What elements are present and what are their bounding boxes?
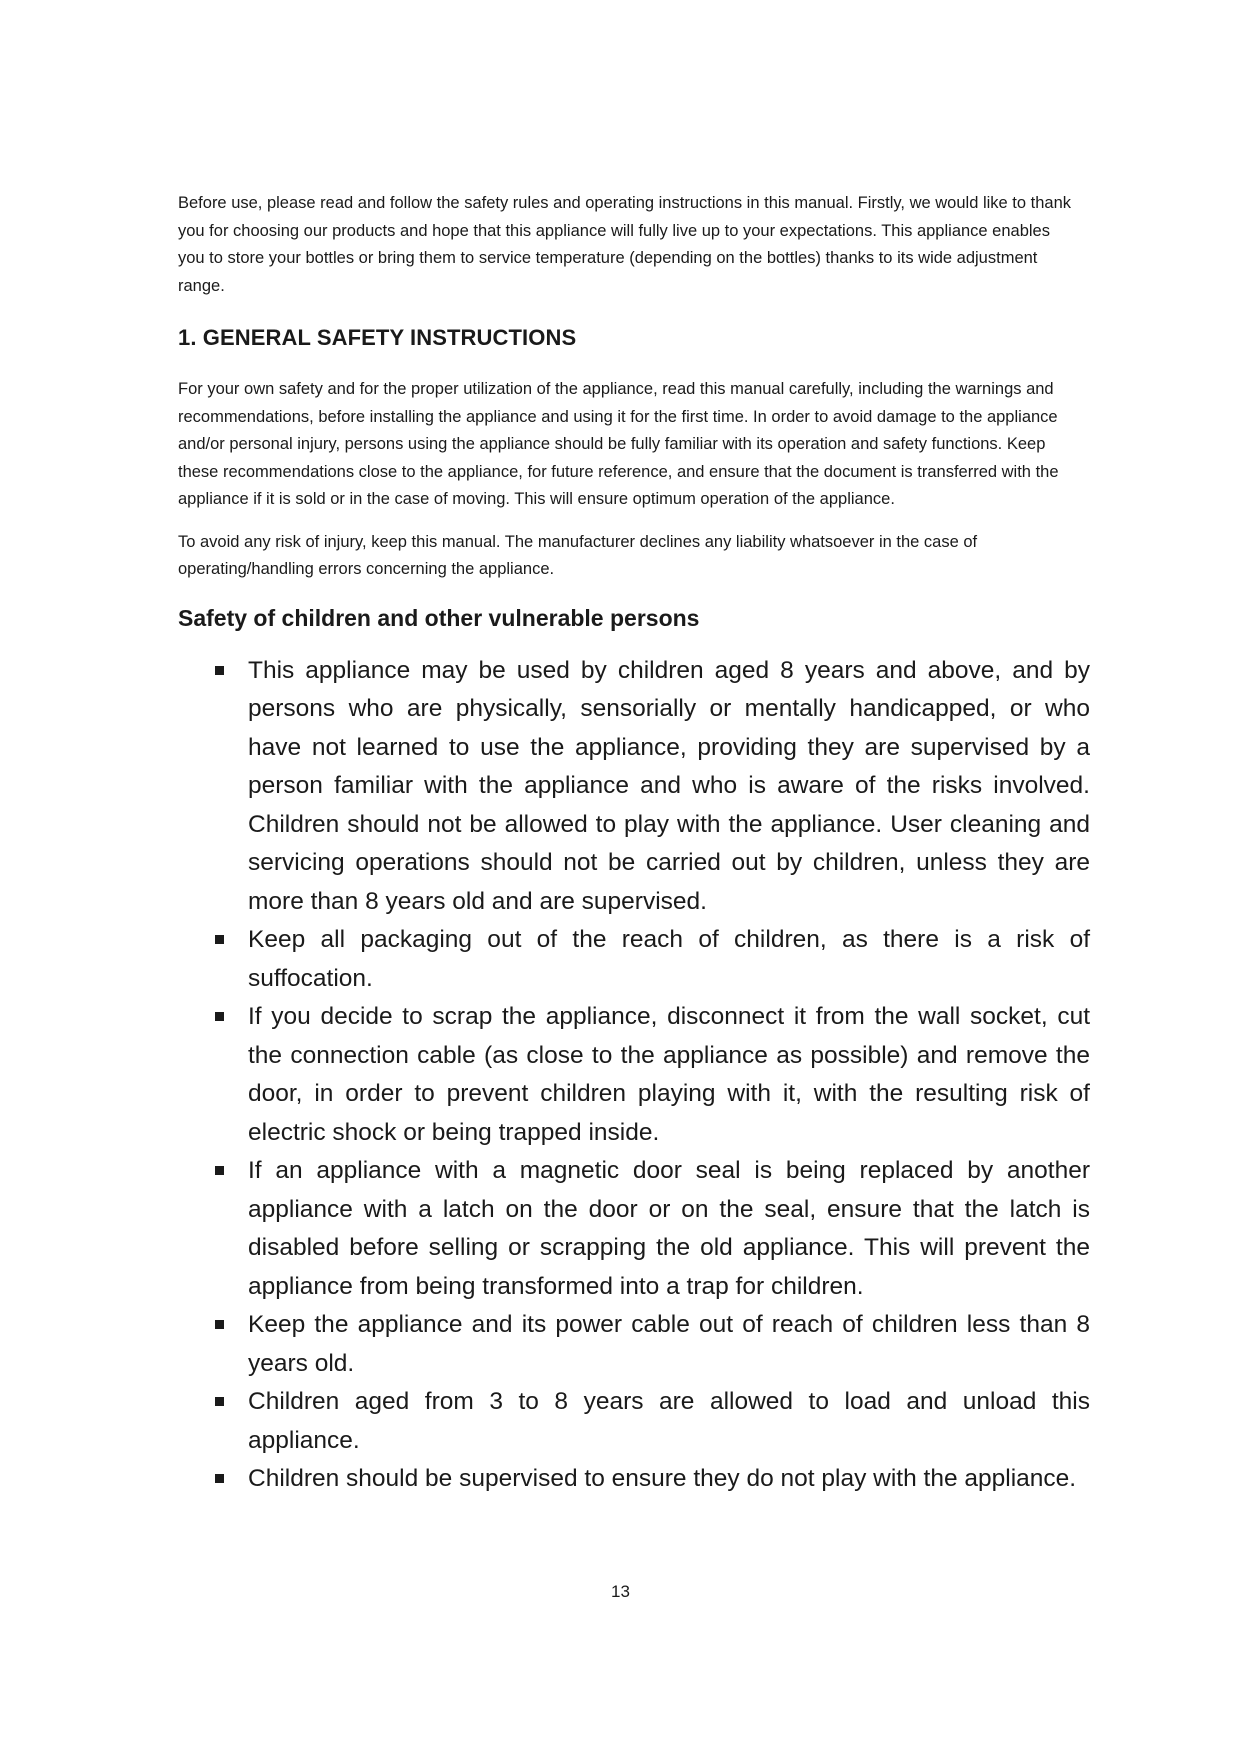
liability-paragraph: To avoid any risk of injury, keep this manual. The manufacturer declines any liability whatsoever in the case of operating/handling errors concerning the appliance. bbox=[178, 532, 978, 578]
list-item bbox=[178, 921, 1090, 998]
page-content bbox=[178, 190, 1090, 1499]
children-safety-list bbox=[178, 652, 1090, 1499]
square-bullet-icon bbox=[215, 1166, 224, 1175]
list-item-text: This appliance may be used by children aged 8 years and above, and by persons who are physically, sensorially or mentally handicapped, or who have not learned to use the appliance, providing they are supervised by a person familiar with the appliance and who is aware of the risks involved. Children should not be allowed to play with the appliance. User cleaning and servicing operations should not be carried out by children, unless they are more than 8 years old and are supervised. bbox=[248, 656, 1090, 915]
section-heading-children-safety: Safety of children and other vulnerable persons bbox=[178, 604, 700, 631]
square-bullet-icon bbox=[215, 666, 224, 675]
list-item-text: Children aged from 3 to 8 years are allowed to load and unload this appliance. bbox=[248, 1388, 1090, 1454]
intro-paragraph: Before use, please read and follow the safety rules and operating instructions in this manual. Firstly, we would like to thank you for choosing our products and hope that this appliance will fully live up to your expectations. This appliance enables you to store your bottles or bring them to service temperature (depending on the bottles) thanks to its wide adjustment range. bbox=[178, 194, 1072, 295]
list-item bbox=[178, 1306, 1090, 1383]
square-bullet-icon bbox=[215, 1012, 224, 1021]
page-number: 13 bbox=[611, 1582, 630, 1601]
list-item-text: If an appliance with a magnetic door seal is being replaced by another appliance with a latch on the door or on the seal, ensure that the latch is disabled before selling or scrapping the old appliance. This will prevent the appliance from being transformed into a trap for children. bbox=[248, 1157, 1090, 1300]
square-bullet-icon bbox=[215, 1320, 224, 1329]
square-bullet-icon bbox=[215, 1474, 224, 1483]
list-item-text: Keep all packaging out of the reach of children, as there is a risk of suffocation. bbox=[248, 926, 1090, 992]
list-item bbox=[178, 1460, 1090, 1499]
square-bullet-icon bbox=[215, 1397, 224, 1406]
list-item-text: Keep the appliance and its power cable out of reach of children less than 8 years old. bbox=[248, 1311, 1090, 1377]
general-safety-paragraph: For your own safety and for the proper utilization of the appliance, read this manual carefully, including the warnings and recommendations, before installing the appliance and using it for the first time. In order to avoid damage to the appliance and/or personal injury, persons using the appliance should be fully familiar with its operation and safety functions. Keep these recommendations close to the appliance, for future reference, and ensure that the document is transferred with the appliance if it is sold or in the case of moving. This will ensure optimum operation of the appliance. bbox=[178, 380, 1059, 508]
section-heading-general-safety: 1. GENERAL SAFETY INSTRUCTIONS bbox=[178, 325, 577, 350]
list-item bbox=[178, 1383, 1090, 1460]
list-item bbox=[178, 1152, 1090, 1306]
list-item bbox=[178, 652, 1090, 922]
square-bullet-icon bbox=[215, 935, 224, 944]
list-item-text: If you decide to scrap the appliance, disconnect it from the wall socket, cut the connection cable (as close to the appliance as possible) and remove the door, in order to prevent children playing with it, with the resulting risk of electric shock or being trapped inside. bbox=[248, 1003, 1090, 1146]
list-item bbox=[178, 998, 1090, 1152]
list-item-text: Children should be supervised to ensure they do not play with the appliance. bbox=[248, 1465, 1077, 1492]
